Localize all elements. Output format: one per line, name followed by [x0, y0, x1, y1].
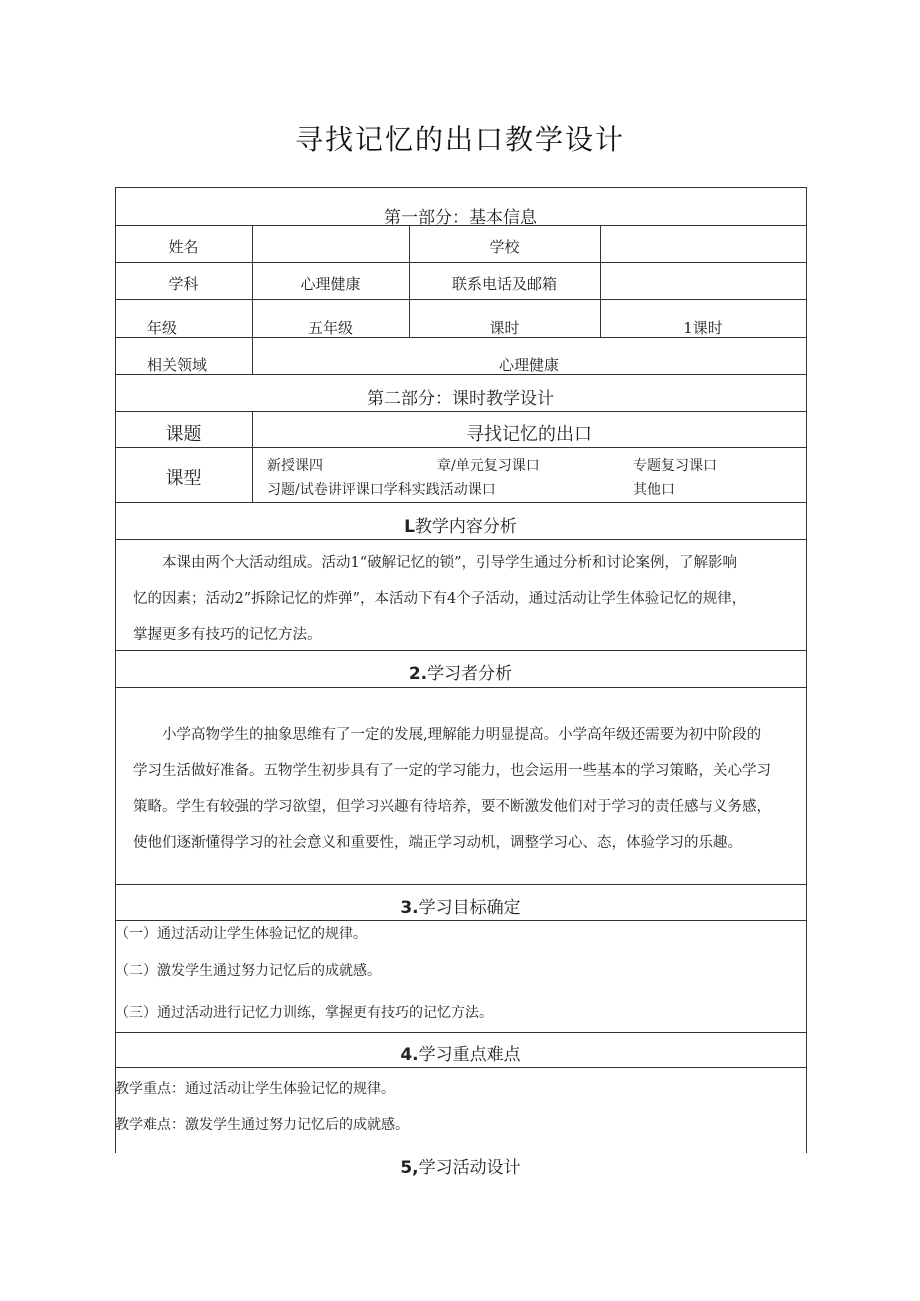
contact-label: 联系电话及邮箱: [451, 275, 557, 293]
hours-label: 课时: [489, 319, 520, 337]
hline: [115, 447, 806, 448]
sec1-num: L: [404, 517, 415, 537]
hline: [115, 1032, 806, 1033]
topic-value: 寻找记忆的出口: [466, 424, 592, 445]
sec4-title: 学习重点难点: [418, 1045, 521, 1065]
hours-value: 1课时: [683, 319, 723, 337]
goal-item: （三）通过活动进行记忆力训练，掌握更有技巧的记忆方法。: [115, 1005, 493, 1021]
sec5-num: 5,: [400, 1158, 419, 1178]
sec2-line: 使他们逐渐懂得学习的社会意义和重要性，端正学习动机，调整学习心、态，体验学习的乐趣。: [133, 835, 742, 851]
hline: [115, 920, 806, 921]
grade-value: 五年级: [307, 319, 353, 337]
domain-value: 心理健康: [498, 356, 559, 374]
hline: [115, 687, 806, 688]
sec1-line: 忆的因素；活动2”拆除记忆的炸弹”，本活动下有4个子活动，通过活动让学生体验记忆的规律，: [133, 591, 747, 607]
key-point: 教学重点：通过活动让学生体验记忆的规律。: [115, 1081, 395, 1097]
page-title: 寻找记忆的出口教学设计: [294, 123, 625, 156]
sec2-line: 学习生活做好准备。五物学生初步具有了一定的学习能力，也会运用一些基本的学习策略，关心学习: [133, 763, 771, 779]
hline: [115, 411, 806, 412]
hline: [115, 299, 806, 300]
sec1-line: 本课由两个大活动组成。活动1“破解记忆的锁”，引导学生通过分析和讨论案例，了解影响: [162, 555, 738, 571]
grade-label: 年级: [147, 319, 178, 337]
sec5-title: 学习活动设计: [418, 1158, 521, 1178]
subject-label: 学科: [168, 275, 199, 293]
hline: [115, 539, 806, 540]
sec4-heading: [115, 1040, 806, 1065]
difficulty: 教学难点：激发学生通过努力记忆后的成就感。: [115, 1117, 409, 1133]
subject-value: 心理健康: [300, 275, 361, 293]
sec3-num: 3.: [400, 898, 419, 918]
sec1-line: 掌握更多有技巧的记忆方法。: [133, 627, 322, 643]
hline: [115, 502, 806, 503]
type-option-other: 其他口: [633, 482, 675, 498]
name-label: 姓名: [168, 238, 199, 256]
topic-label: 课题: [165, 424, 202, 445]
part1-heading: 第一部分：基本信息: [384, 208, 537, 228]
sec2-line: 小学高物学生的抽象思维有了一定的发展,理解能力明显提高。小学高年级还需要为初中阶段的: [162, 727, 762, 743]
sec1-title: 教学内容分析: [414, 517, 517, 537]
sec2-heading: [115, 659, 806, 684]
type-label: 课型: [165, 468, 202, 489]
sec5-heading: [115, 1153, 806, 1178]
table-right-border: [806, 187, 807, 1153]
goal-item: （一）通过活动让学生体验记忆的规律。: [115, 926, 367, 942]
sec2-num: 2.: [408, 664, 428, 684]
goal-item: （二）激发学生通过努力记忆后的成就感。: [115, 963, 381, 979]
sec4-num: 4.: [400, 1045, 419, 1065]
sec3-heading: [115, 893, 806, 918]
col-divider-1: [252, 226, 253, 375]
hline: [115, 187, 806, 188]
domain-label: 相关领域: [147, 356, 208, 374]
part2-heading: 第二部分：课时教学设计: [367, 389, 554, 409]
hline: [115, 1067, 806, 1068]
type-option-new: 新授课四: [267, 458, 323, 474]
sec2-title: 学习者分析: [427, 664, 513, 684]
hline: [115, 884, 806, 885]
type-option-exercise: 习题/试卷讲评课口学科实践活动课口: [267, 482, 496, 498]
sec1-heading: [115, 512, 806, 537]
sec3-title: 学习目标确定: [418, 898, 521, 918]
sec2-line: 策略。学生有较强的学习欲望，但学习兴趣有待培养，要不断激发他们对于学习的责任感与义务感，: [133, 799, 771, 815]
type-option-review: 章/单元复习课口: [437, 458, 540, 474]
hline: [115, 262, 806, 263]
school-label: 学校: [489, 238, 520, 256]
type-option-topic: 专题复习课口: [633, 458, 717, 474]
